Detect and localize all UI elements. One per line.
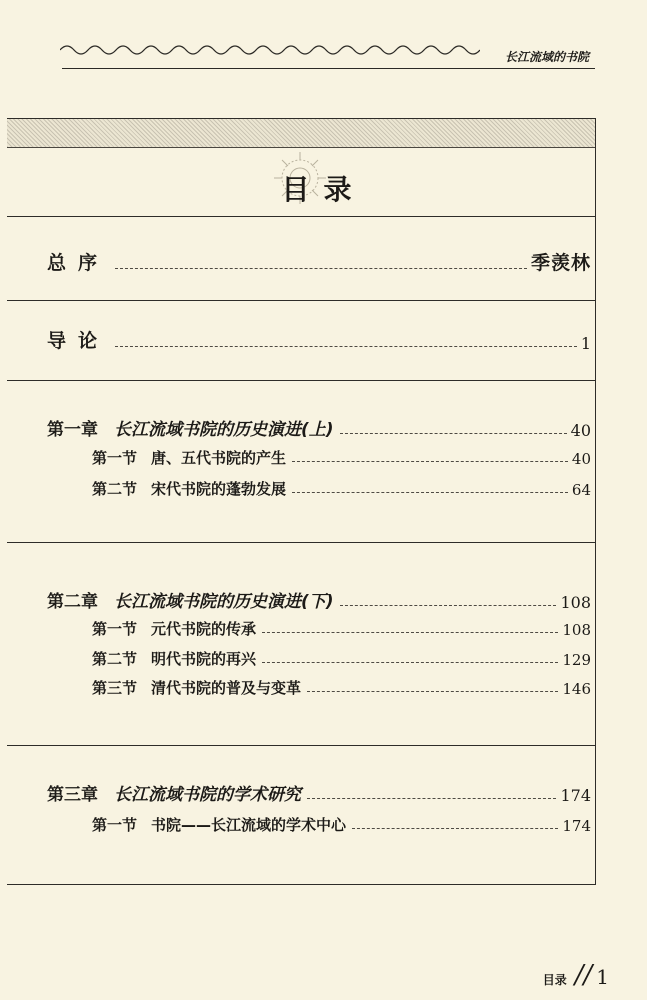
running-header-title: 长江流域的书院 [504,50,589,64]
section-page: 174 [562,817,591,835]
divider [7,300,595,301]
leader-dots [115,346,577,347]
leader-dots [292,461,568,462]
toc-section-row[interactable] [92,814,591,835]
divider [7,745,595,746]
divider [7,542,595,543]
leader-dots [340,605,557,606]
header-rule [62,68,595,69]
toc-section-row[interactable] [92,447,591,468]
toc-chapter-row[interactable] [47,587,591,612]
intro-label: 导论 [47,330,110,352]
preface-author: 季羡林 [530,252,591,274]
footer-label: 目录 [542,973,567,987]
leader-dots [115,268,527,269]
chapter-page: 174 [560,786,591,805]
leader-dots [262,662,558,663]
toc-section-row[interactable] [92,478,591,499]
chapter-title: 长江流域书院的历史演进(下) [114,592,334,612]
section-number: 第一节 [92,449,138,467]
page-footer [543,962,609,988]
leader-dots [307,691,558,692]
leader-dots [292,492,568,493]
section-page: 40 [571,450,591,468]
preface-label: 总序 [47,252,110,274]
leader-dots [352,828,558,829]
toc-chapter-row[interactable] [47,415,591,440]
toc-chapter-row[interactable] [47,780,591,805]
chapter-title: 长江流域书院的学术研究 [114,785,301,805]
toc-section-row[interactable] [92,677,591,698]
section-title: 书院——长江流域的学术中心 [151,816,347,834]
section-page: 129 [562,651,591,669]
chapter-page: 40 [570,421,591,440]
leader-dots [307,798,556,799]
section-number: 第三节 [92,679,138,697]
section-page: 108 [562,621,591,639]
section-page: 146 [562,680,591,698]
section-title: 唐、五代书院的产生 [151,449,287,467]
chapter-number: 第二章 [47,592,98,612]
toc-preface-row[interactable] [47,248,591,275]
chapter-number: 第三章 [47,785,98,805]
chapter-title: 长江流域书院的历史演进(上) [114,420,334,440]
section-title: 元代书院的传承 [151,620,257,638]
page-number: 1 [596,965,609,989]
section-page: 64 [571,481,591,499]
double-slash-ornament: // [574,960,593,990]
leader-dots [340,433,567,434]
section-title: 宋代书院的蓬勃发展 [151,480,287,498]
section-number: 第一节 [92,816,138,834]
toc-section-row[interactable] [92,648,591,669]
wave-ornament [60,38,480,58]
section-title: 清代书院的普及与变革 [151,679,302,697]
section-title: 明代书院的再兴 [151,650,257,668]
chapter-page: 108 [560,593,591,612]
toc-intro-row[interactable] [47,326,591,353]
hatched-band [7,119,595,148]
toc-section-row[interactable] [92,618,591,639]
chapter-number: 第一章 [47,420,98,440]
leader-dots [262,632,558,633]
intro-page: 1 [580,334,591,353]
page-title: 目录 [281,173,366,206]
section-number: 第一节 [92,620,138,638]
toc-frame [7,118,596,885]
divider [7,216,595,217]
section-number: 第二节 [92,650,138,668]
section-number: 第二节 [92,480,138,498]
divider [7,380,595,381]
